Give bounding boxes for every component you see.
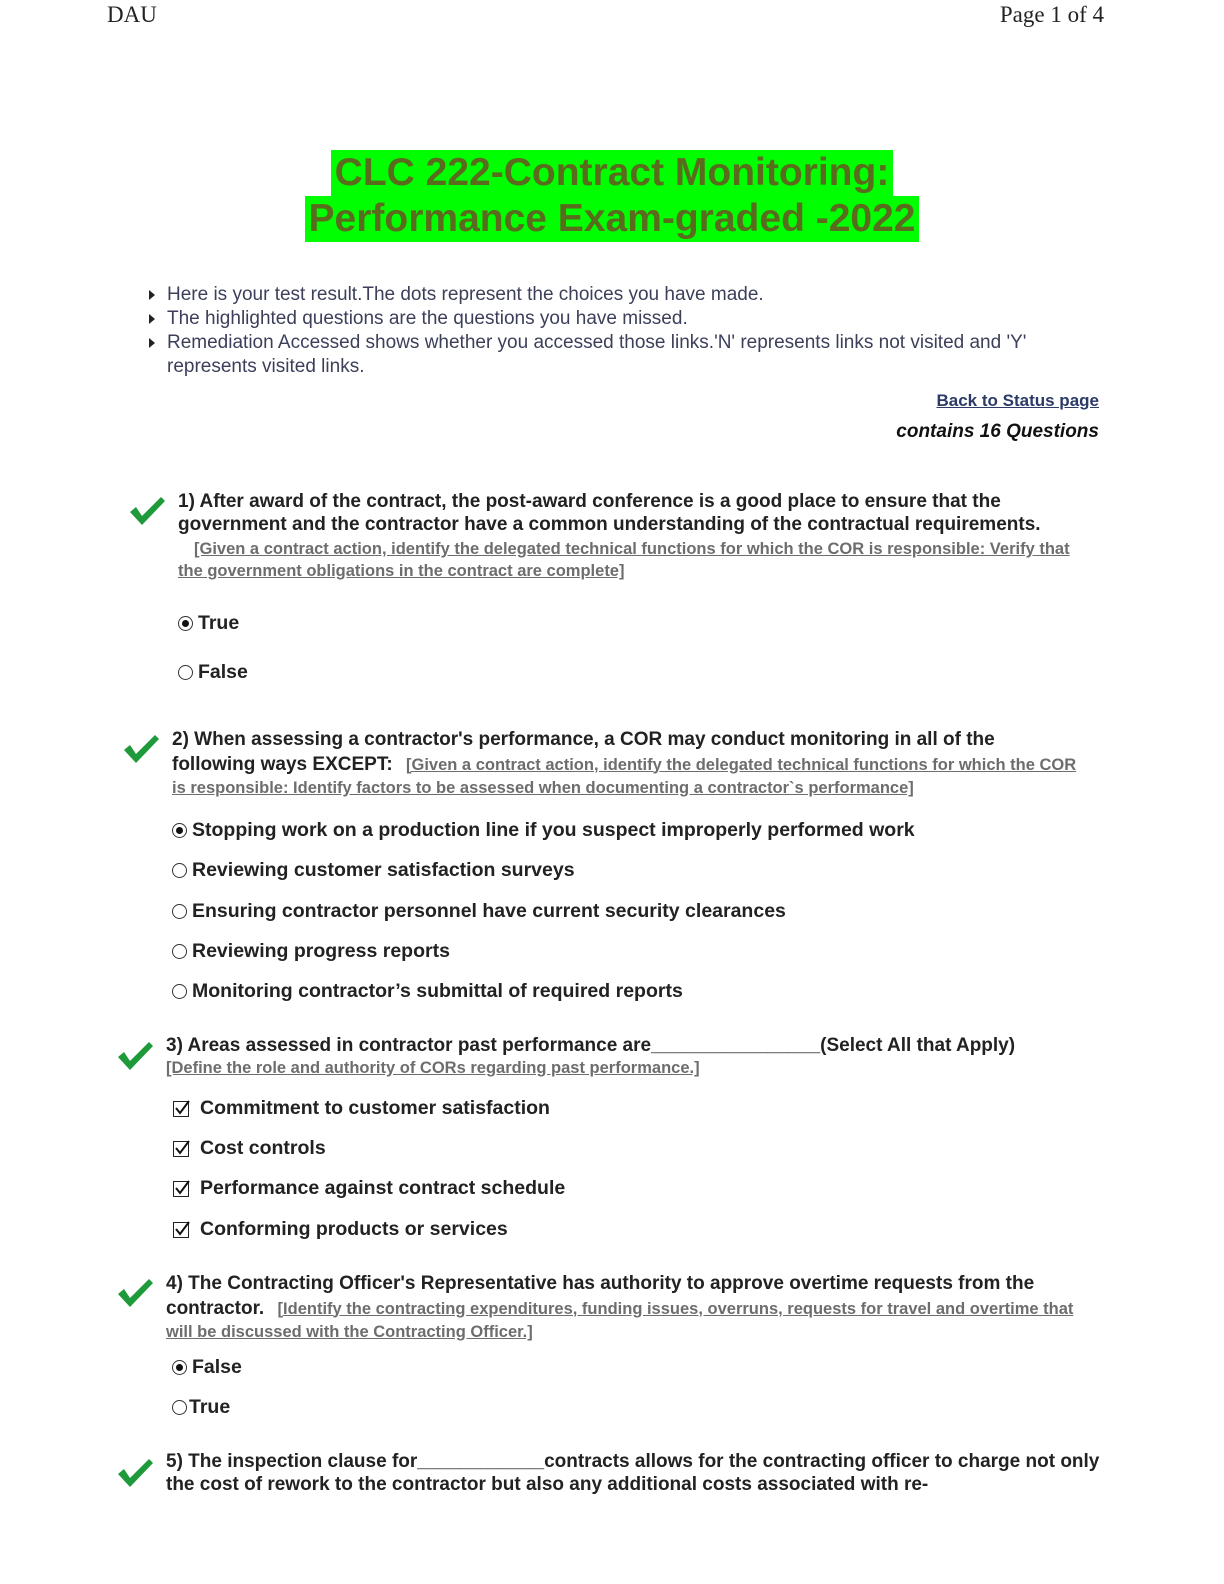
remediation-link[interactable]: [Define the role and authority of CORs regarding past performance.] [166,1059,700,1077]
title-line-1: CLC 222-Contract Monitoring: [331,150,894,196]
answer-option[interactable] [172,980,683,1003]
question-4 [166,1272,1081,1345]
question-5 [166,1450,1106,1496]
option-label: False [192,1356,242,1378]
correct-check-icon [116,1457,154,1489]
option-label: False [198,661,248,683]
title-line-2: Performance Exam-graded -2022 [305,196,920,242]
question-text: 1) After award of the contract, the post-award conference is a good place to ensure that the government and the contractor have a common understanding of the contractual requirements. [178,491,1041,535]
instruction-item: Remediation Accessed shows whether you accessed those links.'N' represents links not visited and 'Y' represents visited links. [148,331,1078,379]
question-text: 4) The Contracting Officer's Representative has authority to approve overtime requests from the contractor. [166,1273,1035,1319]
question-3 [166,1034,1086,1079]
option-label: Reviewing customer satisfaction surveys [192,859,575,881]
option-label: Commitment to customer satisfaction [200,1097,550,1119]
remediation-link[interactable]: [Given a contract action, identify the delegated technical functions for which the COR is responsible: Identify factors to be assessed when documenting a contractor`s performance] [172,755,1077,797]
answer-checkbox[interactable] [173,1097,550,1120]
answer-option[interactable] [172,819,915,842]
question-count: contains 16 Questions [896,421,1099,442]
option-label: Reviewing progress reports [192,940,450,962]
checkbox-checked-icon [173,1222,189,1238]
question-text: 2) When assessing a contractor's performance, a COR may conduct monitoring in all of the following ways EXCEPT: [172,729,995,775]
option-label: Cost controls [200,1137,326,1159]
back-to-status-link[interactable]: Back to Status page [936,391,1099,410]
header-source: DAU [107,2,157,27]
instruction-item: The highlighted questions are the questions you have missed. [148,307,1078,331]
correct-check-icon [116,1277,154,1309]
option-label: Conforming products or services [200,1218,508,1240]
answer-option[interactable] [172,859,575,882]
checkbox-checked-icon [173,1101,189,1117]
radio-selected-icon [172,1360,187,1375]
page-title [0,150,1224,242]
radio-selected-icon [172,823,187,838]
answer-option[interactable] [172,900,786,923]
checkbox-checked-icon [173,1141,189,1157]
question-text: 3) Areas assessed in contractor past performance are________________(Select All that Apply) [166,1035,1016,1056]
option-label: Stopping work on a production line if you suspect improperly performed work [192,819,915,841]
radio-icon [172,863,187,878]
page-number: Page 1 of 4 [999,2,1104,27]
option-label: Monitoring contractor’s submittal of required reports [192,980,683,1002]
question-text: 5) The inspection clause for____________contracts allows for the contracting officer to charge not only the cost of rework to the contractor but also any additional costs associated with re- [166,1451,1100,1495]
checkbox-checked-icon [173,1181,189,1197]
instructions-list [148,283,1078,379]
question-1 [178,490,1078,582]
radio-selected-icon [178,616,193,631]
radio-icon [172,984,187,999]
question-2 [172,728,1082,801]
option-label: Ensuring contractor personnel have current security clearances [192,900,786,922]
correct-check-icon [116,1040,154,1072]
answer-option[interactable] [178,661,248,684]
radio-icon [178,665,193,680]
answer-option[interactable] [178,612,239,635]
radio-icon [172,904,187,919]
answer-option[interactable] [172,1396,230,1419]
correct-check-icon [128,495,166,527]
answer-checkbox[interactable] [173,1137,326,1160]
remediation-link[interactable]: [Identify the contracting expenditures, funding issues, overruns, requests for travel and overtime that will be discussed with the Contracting Officer.] [166,1299,1074,1341]
option-label: True [189,1396,231,1418]
option-label: True [198,612,240,634]
answer-option[interactable] [172,940,450,963]
answer-checkbox[interactable] [173,1218,508,1241]
option-label: Performance against contract schedule [200,1177,566,1199]
answer-checkbox[interactable] [173,1177,565,1200]
remediation-link[interactable]: [Given a contract action, identify the delegated technical functions for which the COR is responsible: Verify that the government obligations in the contract are complete] [178,540,1070,580]
instruction-item: Here is your test result.The dots represent the choices you have made. [148,283,1078,307]
radio-icon [172,944,187,959]
correct-check-icon [122,733,160,765]
radio-icon [172,1400,187,1415]
answer-option[interactable] [172,1356,242,1379]
